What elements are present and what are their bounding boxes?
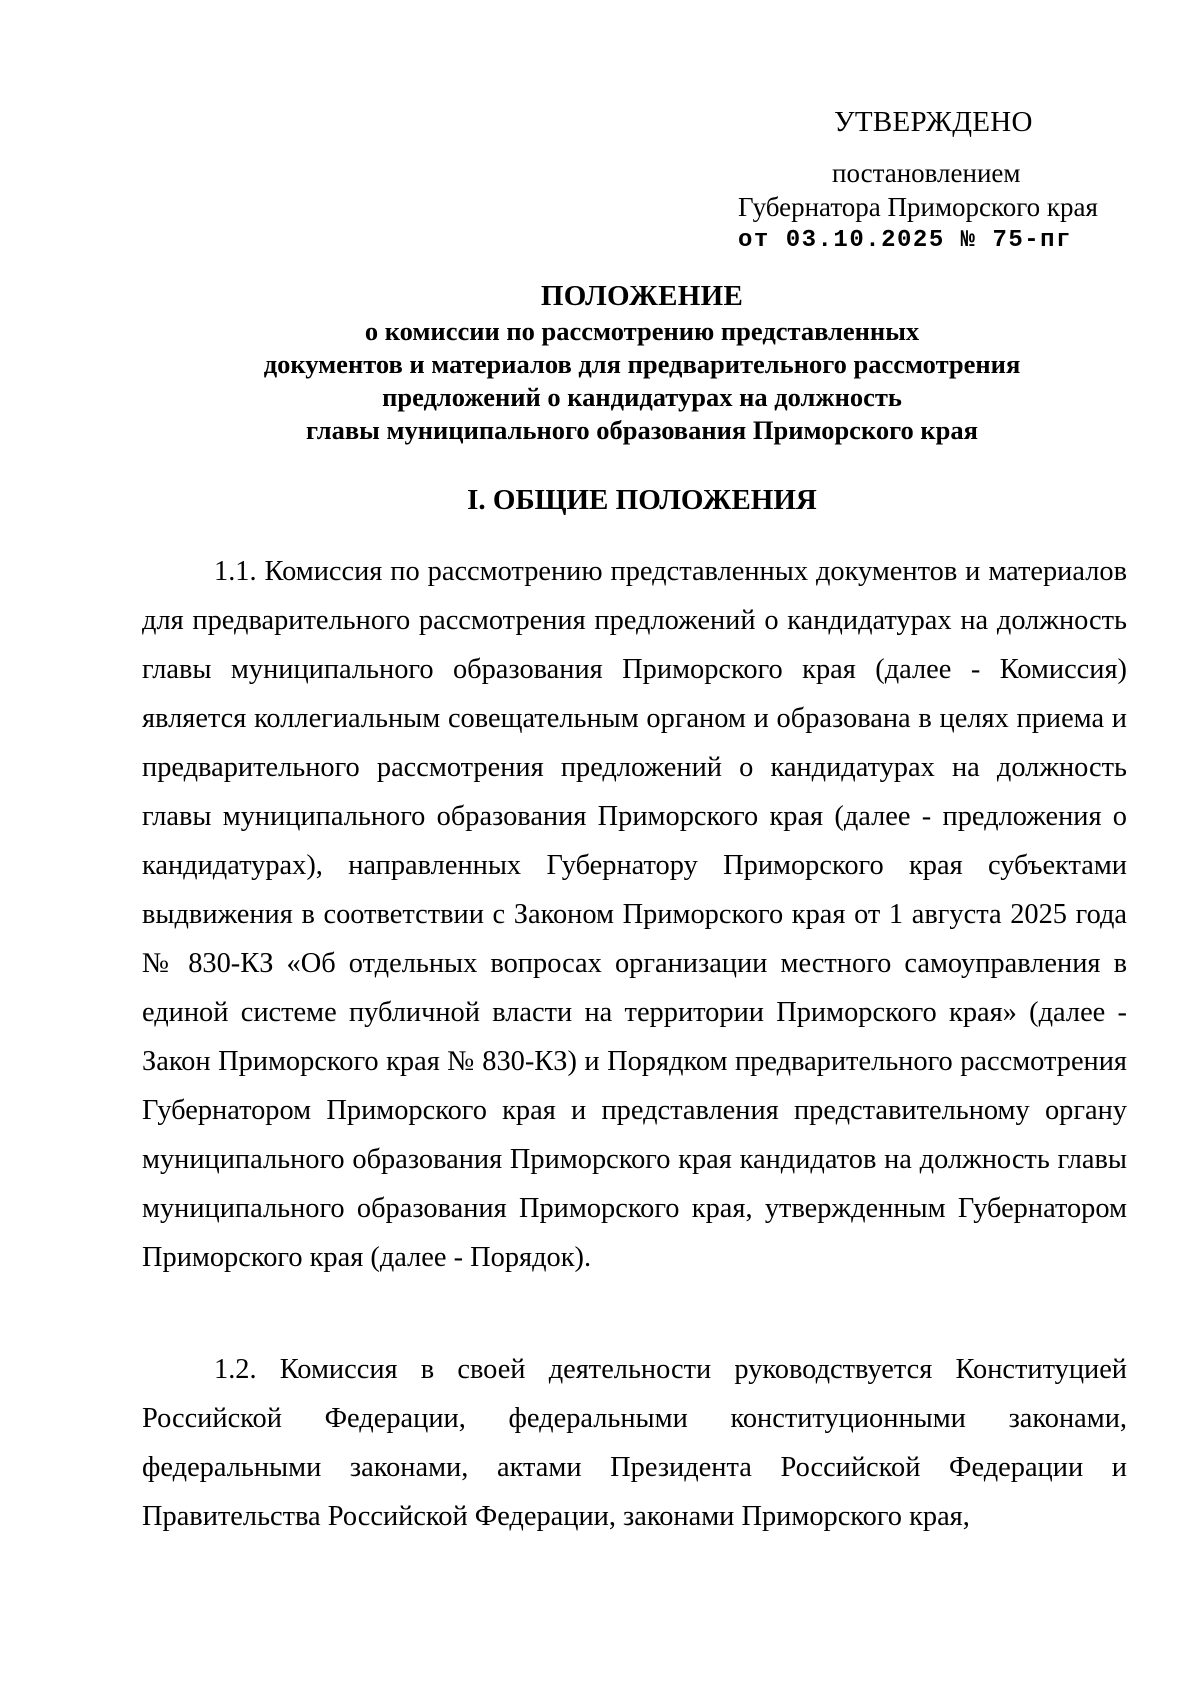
approval-heading: УТВЕРЖДЕНО: [834, 106, 1033, 138]
document-subtitle: [120, 315, 1164, 447]
subtitle-line: главы муниципального образования Приморского края: [306, 415, 978, 445]
document-title-block: [120, 278, 1164, 447]
document-title: ПОЛОЖЕНИЕ: [540, 280, 744, 312]
paragraph-1-1: 1.1. Комиссия по рассмотрению представленных документов и материалов для предварительного рассмотрения предложений о кандидатурах на должность главы муниципального образования Приморского края (далее - Комиссия) является коллегиальным совещательным органом и образована в целях приема и предварительного рассмотрения предложений о кандидатурах на должность главы муниципального образования Приморского края (далее - предложения о кандидатурах), направленных Губернатору Приморского края субъектами выдвижения в соответствии с Законом Приморского края от 1 августа 2025 года № 830-КЗ «Об отдельных вопросах организации местного самоуправления в единой системе публичной власти на территории Приморского края» (далее - Закон Приморского края № 830-КЗ) и Порядком предварительного рассмотрения Губернатором Приморского края и представления представительному органу муниципального образования Приморского края кандидатов на должность главы муниципального образования Приморского края, утвержденным Губернатором Приморского края (далее - Порядок).: [142, 556, 1127, 1273]
approval-issuer: Губернатора Приморского края: [738, 192, 1098, 222]
subtitle-line: документов и материалов для предварительного рассмотрения: [263, 349, 1021, 379]
paragraph-1-2: 1.2. Комиссия в своей деятельности руководствуется Конституцией Российской Федерации, федеральными конституционными законами, федеральными законами, актами Президента Российской Федерации и Правительства Российской Федерации, законами Приморского края,: [142, 1354, 1127, 1532]
approval-date-number: от 03.10.2025 № 75-пг: [738, 227, 1072, 254]
subtitle-line: предложений о кандидатурах на должность: [382, 382, 902, 412]
section-title: I. ОБЩИЕ ПОЛОЖЕНИЯ: [467, 484, 817, 516]
approval-resolution-label: постановлением: [832, 158, 1021, 188]
subtitle-line: о комиссии по рассмотрению представленных: [364, 316, 920, 346]
